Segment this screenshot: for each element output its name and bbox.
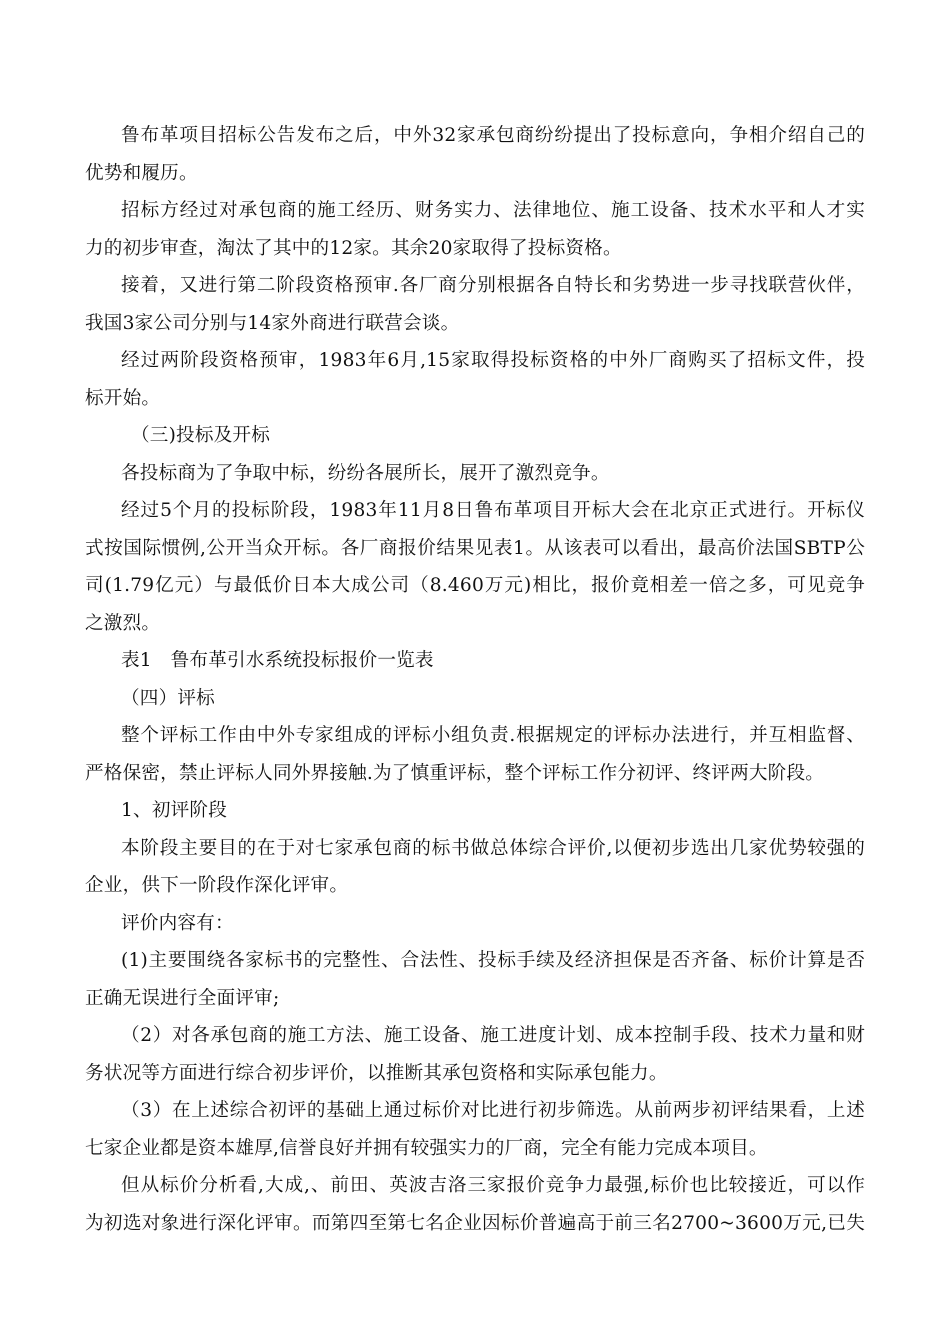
list-item-line: (1)主要围绕各家标书的完整性、合法性、投标手续及经济担保是否齐备、标价计算是否: [121, 950, 865, 971]
paragraph-line: 评价内容有：: [121, 912, 234, 934]
list-item-line: 正确无误进行全面评审;: [85, 987, 280, 1009]
paragraph-line: 式按国际惯例,公开当众开标。各厂商报价结果见表1。从该表可以看出，最高价法国SBTP公: [85, 537, 866, 559]
paragraph-line: 力的初步审查，淘汰了其中的12家。其余20家取得了投标资格。: [85, 237, 622, 259]
paragraph-line: 经过5个月的投标阶段，1983年11月8日鲁布革项目开标大会在北京正式进行。开标仪: [121, 500, 865, 521]
paragraph-line: 整个评标工作由中外专家组成的评标小组负责.根据规定的评标办法进行，并互相监督、: [121, 725, 865, 746]
paragraph-line: 之激烈。: [85, 612, 161, 634]
paragraph-line: 司(1.79亿元）与最低价日本大成公司（8.460万元)相比，报价竟相差一倍之多，可见竞争: [85, 575, 865, 596]
paragraph-line: 鲁布革项目招标公告发布之后，中外32家承包商纷纷提出了投标意向，争相介绍自己的: [121, 125, 865, 146]
paragraph-line: 招标方经过对承包商的施工经历、财务实力、法律地位、施工设备、技术水平和人才实: [121, 200, 865, 221]
paragraph-line: 各投标商为了争取中标，纷纷各展所长，展开了激烈竞争。: [121, 462, 610, 484]
paragraph-line: 接着，又进行第二阶段资格预审.各厂商分别根据各自特长和劣势进一步寻找联营伙伴，: [121, 275, 865, 296]
section-heading: （三)投标及开标: [131, 425, 271, 446]
list-item-line: （3）在上述综合初评的基础上通过标价对比进行初步筛选。从前两步初评结果看，上述: [121, 1100, 865, 1121]
paragraph-line: 我国3家公司分别与14家外商进行联营会谈。: [85, 312, 460, 334]
subsection-heading: 1、初评阶段: [121, 800, 227, 821]
paragraph-line: 为初选对象进行深化评审。而第四至第七名企业因标价普遍高于前三名2700~3600万元,已失: [85, 1212, 865, 1234]
list-item-line: （2）对各承包商的施工方法、施工设备、施工进度计划、成本控制手段、技术力量和财: [121, 1025, 865, 1046]
list-item-line: 七家企业都是资本雄厚,信誉良好并拥有较强实力的厂商，完全有能力完成本项目。: [85, 1137, 768, 1159]
list-item-line: 务状况等方面进行综合初步评价，以推断其承包资格和实际承包能力。: [85, 1062, 668, 1084]
paragraph-line: 优势和履历。: [85, 162, 198, 184]
paragraph-line: 本阶段主要目的在于对七家承包商的标书做总体综合评价,以便初步选出几家优势较强的: [121, 837, 865, 859]
section-heading: （四）评标: [121, 687, 215, 709]
paragraph-line: 但从标价分析看,大成,、前田、英波吉洛三家报价竞争力最强,标价也比较接近，可以作: [121, 1175, 865, 1196]
paragraph-line: 标开始。: [85, 387, 161, 409]
document-body: [85, 117, 865, 1242]
paragraph-line: 企业，供下一阶段作深化评审。: [85, 875, 349, 896]
paragraph-line: 经过两阶段资格预审，1983年6月,15家取得投标资格的中外厂商购买了招标文件，投: [121, 350, 865, 371]
paragraph-line: 严格保密，禁止评标人同外界接触.为了慎重评标，整个评标工作分初评、终评两大阶段。: [85, 762, 825, 784]
table-caption: 表1 鲁布革引水系统投标报价一览表: [121, 650, 434, 671]
